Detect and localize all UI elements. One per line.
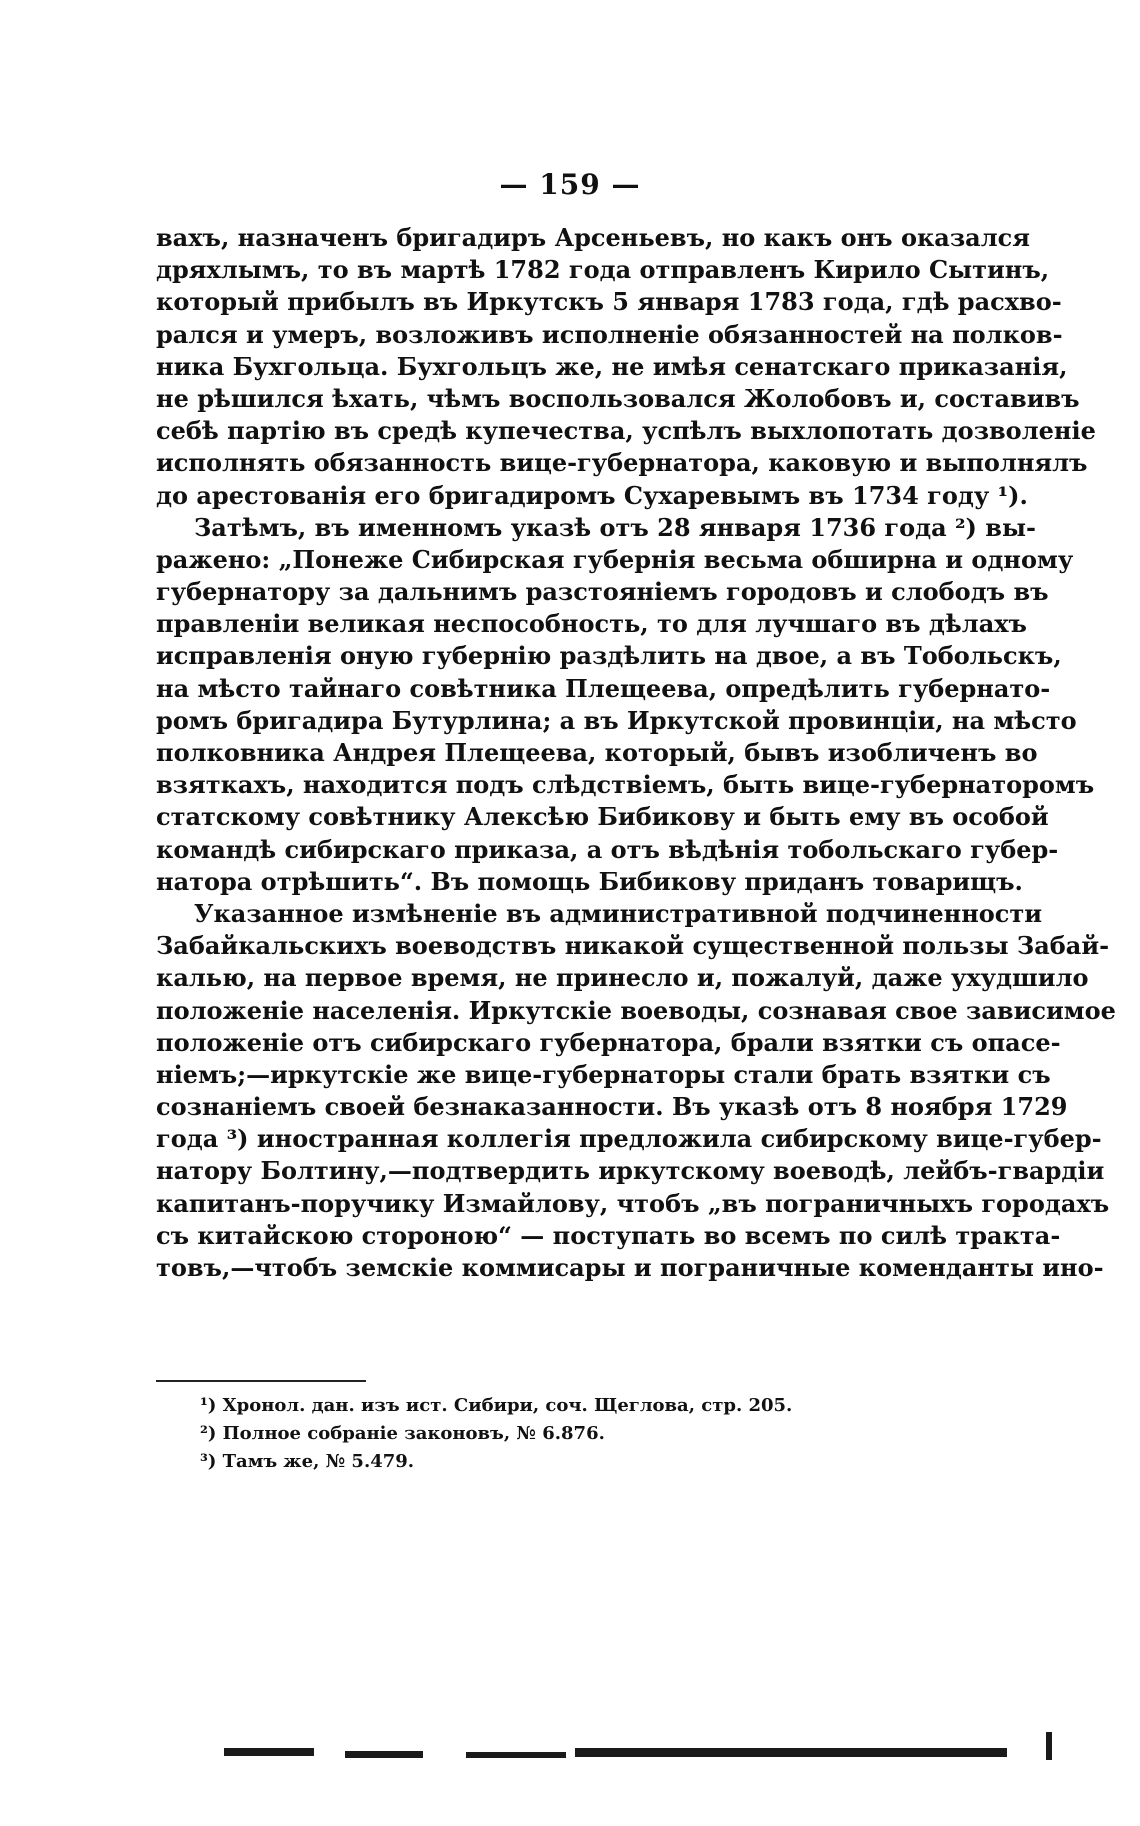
footnote-2: ²) Полное собраніе законовъ, № 6.876. <box>200 1423 605 1444</box>
text-line: положеніе отъ сибирскаго губернатора, брали взятки съ опасе- <box>156 1027 1061 1057</box>
text-line: исполнять обязанность вице-губернатора, каковую и выполнялъ <box>156 448 1088 478</box>
text-line: положеніе населенія. Иркутскіе воеводы, сознавая свое зависимое <box>156 995 1116 1025</box>
text-line: Затѣмъ, въ именномъ указѣ отъ 28 января 1736 года ²) вы- <box>194 512 1036 542</box>
text-line: до арестованія его бригадиромъ Сухаревымъ въ 1734 году ¹). <box>156 480 1028 510</box>
text-line: на мѣсто тайнаго совѣтника Плещеева, опредѣлить губернато- <box>156 673 1051 703</box>
text-line: года ³) иностранная коллегія предложила сибирскому вице-губер- <box>156 1124 1102 1154</box>
text-line: натора отрѣшить“. Въ помощь Бибикову приданъ товарищъ. <box>156 866 1023 896</box>
main-text <box>156 222 1116 1284</box>
text-line: который прибылъ въ Иркутскъ 5 января 1783 года, гдѣ расхво- <box>156 287 1062 317</box>
text-line: командѣ сибирскаго приказа, а отъ вѣдѣнія тобольскаго губер- <box>156 834 1059 864</box>
scan-artifact-bar <box>345 1751 423 1758</box>
footnotes <box>200 1392 980 1476</box>
scan-artifact-mark <box>1046 1732 1052 1766</box>
scan-artifact-bar <box>224 1748 314 1756</box>
text-line: себѣ партію въ средѣ купечества, успѣлъ выхлопотать дозволеніе <box>156 416 1096 446</box>
text-line: правленіи великая неспособность, то для лучшаго въ дѣлахъ <box>156 609 1027 639</box>
text-line: Указанное измѣненіе въ административной подчиненности <box>194 898 1043 928</box>
text-line: не рѣшился ѣхать, чѣмъ воспользовался Жолобовъ и, составивъ <box>156 383 1080 413</box>
text-line: сознаніемъ своей безнаказанности. Въ указѣ отъ 8 ноября 1729 <box>156 1092 1068 1122</box>
text-line: ника Бухгольца. Бухгольцъ же, не имѣя сенатскаго приказанія, <box>156 351 1068 381</box>
footnote-3: ³) Тамъ же, № 5.479. <box>200 1451 415 1472</box>
text-line: губернатору за дальнимъ разстояніемъ городовъ и слободъ въ <box>156 577 1049 607</box>
text-line: рался и умеръ, возложивъ исполненіе обязанностей на полков- <box>156 319 1063 349</box>
text-line: статскому совѣтнику Алексѣю Бибикову и быть ему въ особой <box>156 802 1049 832</box>
footnote-divider <box>156 1380 366 1382</box>
text-line: товъ,—чтобъ земскіе коммисары и пограничные коменданты ино- <box>156 1253 1104 1282</box>
scan-artifact-bar <box>575 1748 1007 1757</box>
text-line: полковника Андрея Плещеева, который, бывъ изобличенъ во <box>156 738 1038 767</box>
footnote-1: ¹) Хронол. дан. изъ ист. Сибири, соч. Щеглова, стр. 205. <box>200 1395 793 1416</box>
text-line: ніемъ;—иркутскіе же вице-губернаторы стали брать взятки съ <box>156 1059 1051 1089</box>
scan-artifact-bar <box>466 1752 566 1758</box>
page-number: — 159 — <box>499 168 641 201</box>
text-line: ражено: „Понеже Сибирская губернія весьма обширна и одному <box>156 544 1074 574</box>
text-line: натору Болтину,—подтвердить иркутскому воеводѣ, лейбъ-гвардіи <box>156 1156 1105 1186</box>
text-line: капитанъ-поручику Измайлову, чтобъ „въ пограничныхъ городахъ <box>156 1188 1110 1218</box>
text-line: съ китайскою стороною“ — поступать во всемъ по силѣ тракта- <box>156 1220 1061 1250</box>
text-line: ромъ бригадира Бутурлина; а въ Иркутской провинціи, на мѣсто <box>156 705 1077 735</box>
text-line: исправленія оную губернію раздѣлить на двое, а въ Тобольскъ, <box>156 641 1062 671</box>
text-line: дряхлымъ, то въ мартѣ 1782 года отправленъ Кирило Сытинъ, <box>156 255 1050 285</box>
text-line: Забайкальскихъ воеводствъ никакой существенной пользы Забай- <box>156 931 1110 961</box>
text-line: взяткахъ, находится подъ слѣдствіемъ, быть вице-губернаторомъ <box>156 770 1095 800</box>
text-line: вахъ, назначенъ бригадиръ Арсеньевъ, но какъ онъ оказался <box>156 223 1030 252</box>
text-line: калью, на первое время, не принесло и, пожалуй, даже ухудшило <box>156 963 1089 993</box>
